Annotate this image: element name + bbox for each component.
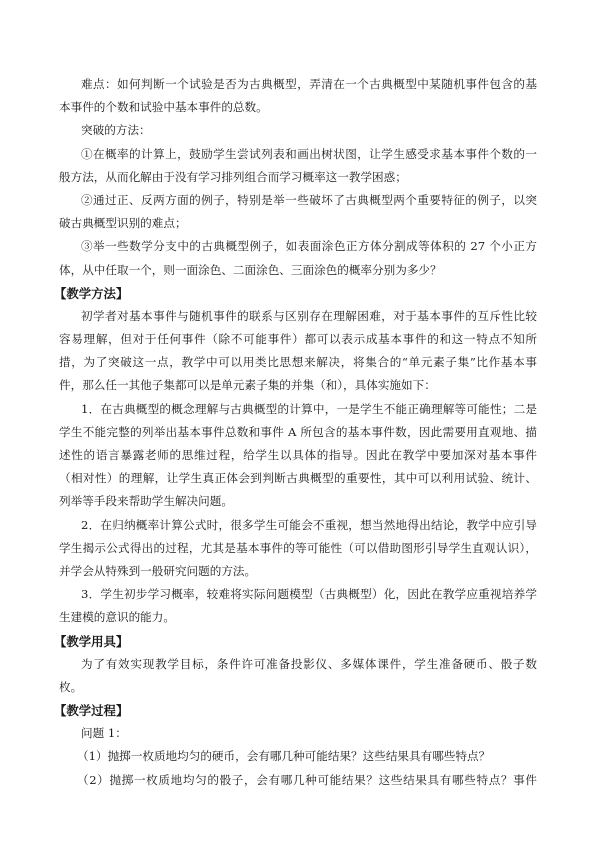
text-line: 体，从中任取一个，则一面涂色、二面涂色、三面涂色的概率分别为多少？ [59,262,442,277]
text-line-item-1: 1．在古典概型的概念理解与古典概型的计算中，一是学生不能正确理解等可能性；二是 [81,401,537,416]
text-line: 并学会从特殊到一般研究问题的方法。 [59,563,257,578]
text-line: 件，那么任一其他子集都可以是单元素子集的并集（和），具体实施如下： [59,378,436,393]
text-line: 为了有效实现教学目标，条件许可准备投影仪、多媒体课件，学生准备硬币、骰子数 [81,656,537,671]
text-line-item-3: 3．学生初步学习概率，较难将实际问题模型（古典概型）化，因此在教学应重视培养学 [81,587,537,602]
document-page [54,73,537,792]
text-line-difficulty: 难点：如何判断一个试验是否为古典概型，弄清在一个古典概型中某随机事件包含的基 [81,77,537,91]
text-line: 生建模的意识的能力。 [59,610,175,625]
text-line-point-2: ②通过正、反两方面的例子，特别是举一些破坏了古典概型两个重要特征的例子，以突 [81,192,537,207]
text-line: 般方法，从而化解由于没有学习排列组合而学习概率这一教学困惑； [59,169,407,184]
section-heading-teaching-method: 【教学方法】 [54,285,129,301]
text-line: 容易理解，但对于任何事件（除不可能事件）都可以表示成基本事件的和这一特点不知所 [59,332,537,347]
section-heading-teaching-tools: 【教学用具】 [54,633,129,649]
text-line: 学生揭示公式得出的过程，尤其是基本事件的等可能性（可以借助图形引导学生直观认识）， [59,540,537,555]
text-line-question-1: 问题 1： [81,726,127,741]
text-line: 学生不能完整的列举出基本事件总数和事件 A 所包含的基本事件数，因此需要用直观地、描 [59,424,537,439]
text-line-breakthrough: 突破的方法： [81,123,151,138]
text-line: 本事件的个数和试验中基本事件的总数。 [59,100,268,115]
text-line: （相对性）的理解，让学生真正体会到判断古典概型的重要性，其中可以利用试验、统计、 [59,471,537,486]
text-line: 枚。 [59,679,83,694]
text-line: 破古典概型识别的难点； [59,216,187,231]
text-line: 列举等手段来帮助学生解决问题。 [59,494,233,509]
text-line-point-3: ③举一些数学分支中的古典概型例子，如表面涂色正方体分割成等体积的 27 个小正方 [81,239,537,254]
text-line-subquestion-2: （2）抛掷一枚质地均匀的骰子，会有哪几种可能结果？这些结果具有哪些特点？事件 [77,772,537,787]
text-line: 措，为了突破这一点，教学中可以用类比思想来解决，将集合的“单元素子集”比作基本事 [59,355,537,370]
text-line: 初学者对基本事件与随机事件的联系与区别存在理解困难，对于基本事件的互斥性比较 [81,308,537,323]
text-line: 述性的语言暴露老师的思维过程，给学生以具体的指导。因此在教学中要加深对基本事件 [59,448,537,462]
section-heading-teaching-process: 【教学过程】 [54,703,129,719]
text-line-item-2: 2．在归纳概率计算公式时，很多学生可能会不重视，想当然地得出结论，教学中应引导 [81,517,537,532]
text-line-subquestion-1: （1）抛掷一枚质地均匀的硬币，会有哪几种可能结果？这些结果具有哪些特点？ [77,749,491,764]
text-line-point-1: ①在概率的计算上，鼓励学生尝试列表和画出树状图，让学生感受求基本事件个数的一 [81,146,537,161]
